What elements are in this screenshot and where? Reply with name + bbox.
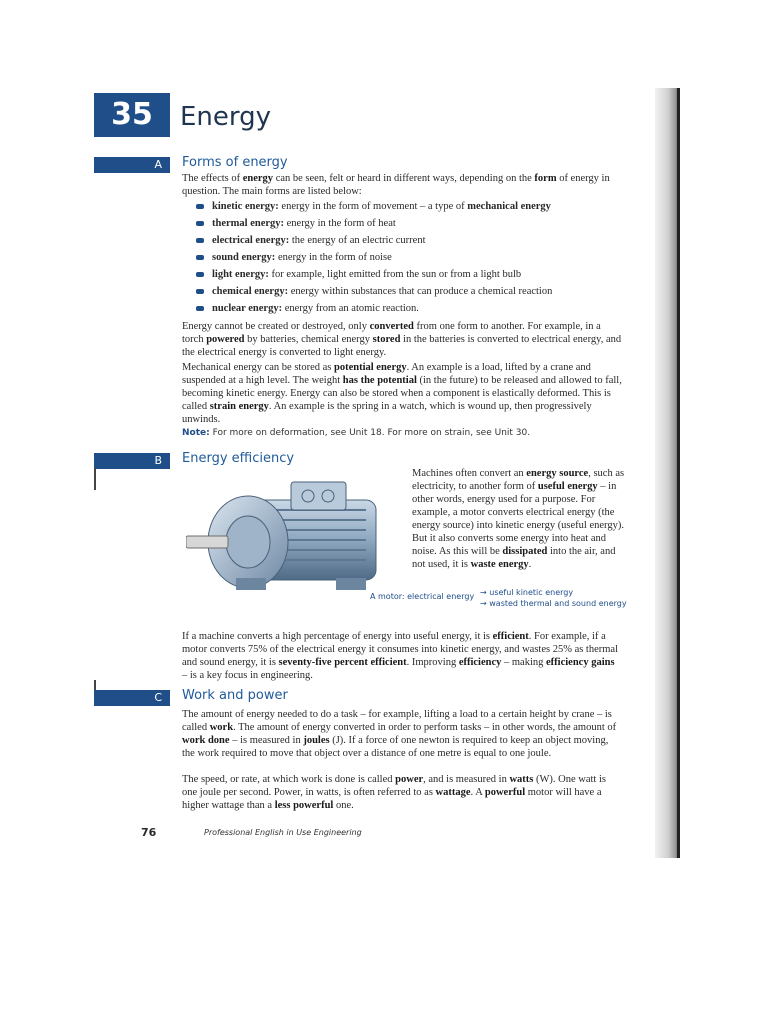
energy-form-item: light energy: for example, light emitted from the sun or from a light bulb xyxy=(196,268,552,285)
section-a-paragraph-2: Mechanical energy can be stored as potential energy. An example is a load, lifted by a crane and suspended at a high level. The weight has the potential (in the future) to be released and allowed to fall, becoming kinetic energy. Energy can also be stored when a component is elastically deformed. This is called strain energy. An example is the spring in a watch, which is wound up, then progressively unwinds. xyxy=(182,362,622,425)
section-c-paragraph-2: The speed, or rate, at which work is done is called power, and is measured in watts (W). One watt is one joule per second. Power, in watts, is often referred to as wattage. A powerful motor will have a higher wattage than a less powerful one. xyxy=(182,774,606,811)
energy-form-item: thermal energy: energy in the form of heat xyxy=(196,217,552,234)
section-a-title: Forms of energy xyxy=(182,155,288,170)
section-b-title: Energy efficiency xyxy=(182,451,295,466)
note xyxy=(182,428,530,438)
caption-main: A motor: electrical energy xyxy=(370,592,475,601)
energy-form-item: chemical energy: energy within substances that can produce a chemical reaction xyxy=(196,285,552,302)
section-a-paragraph-1: Energy cannot be created or destroyed, only converted from one form to another. For example, in a torch powered by batteries, chemical energy stored in the batteries is converted to electrical energy, and the electrical energy is converted to light energy. xyxy=(182,321,622,358)
section-b-side-text: Machines often convert an energy source, such as electricity, to another form of useful energy – in other words, energy used for a purpose. For example, a motor converts electrical energy (the energy source) into kinetic energy (useful energy). But it also converts some energy into heat and noise. As this will be dissipated into the air, and not used, it is waste energy. xyxy=(412,468,625,570)
electric-motor-image xyxy=(186,470,386,595)
page-number: 76 xyxy=(141,826,157,839)
section-c-paragraph-1: The amount of energy needed to do a task – for example, lifting a load to a certain height by crane – is called work. The amount of energy converted in order to perform tasks – in other words, the amount of work done – is measured in joules (J). If a force of one newton is required to keep an object moving, the work required to move that object over a distance of one metre is equal to one joule. xyxy=(182,709,617,759)
note-text: For more on deformation, see Unit 18. For more on strain, see Unit 30. xyxy=(209,428,531,438)
section-b-paragraph: If a machine converts a high percentage of energy into useful energy, it is efficient. For example, if a motor converts 75% of the electrical energy it consumes into kinetic energy, and wastes 25% as thermal and sound energy, it is seventy-five percent efficient. Improving efficiency – making efficiency gains – is a key focus in engineering. xyxy=(182,631,619,681)
unit-number: 35 xyxy=(94,93,170,137)
unit-title: Energy xyxy=(180,102,272,132)
energy-form-item: kinetic energy: energy in the form of movement – a type of mechanical energy xyxy=(196,200,552,217)
book-spine-shadow xyxy=(655,88,679,858)
section-a-marker: A xyxy=(94,157,170,173)
energy-form-item: nuclear energy: energy from an atomic reaction. xyxy=(196,302,552,319)
caption-wasted-energy: → wasted thermal and sound energy xyxy=(480,599,627,608)
caption-useful-energy: → useful kinetic energy xyxy=(480,588,574,597)
book-title: Professional English in Use Engineering xyxy=(204,828,362,837)
motor-caption xyxy=(370,588,627,608)
section-c-title: Work and power xyxy=(182,688,288,703)
energy-forms-list xyxy=(196,200,552,319)
energy-form-item: electrical energy: the energy of an electric current xyxy=(196,234,552,251)
note-label: Note: xyxy=(182,428,210,438)
section-c-marker: C xyxy=(94,690,170,706)
book-spine-edge xyxy=(677,88,680,858)
energy-form-item: sound energy: energy in the form of noise xyxy=(196,251,552,268)
section-b-rule xyxy=(94,468,96,490)
section-a-intro: The effects of energy can be seen, felt or heard in different ways, depending on the form of energy in question. The main forms are listed below: xyxy=(182,173,610,197)
section-b-marker: B xyxy=(94,453,170,469)
